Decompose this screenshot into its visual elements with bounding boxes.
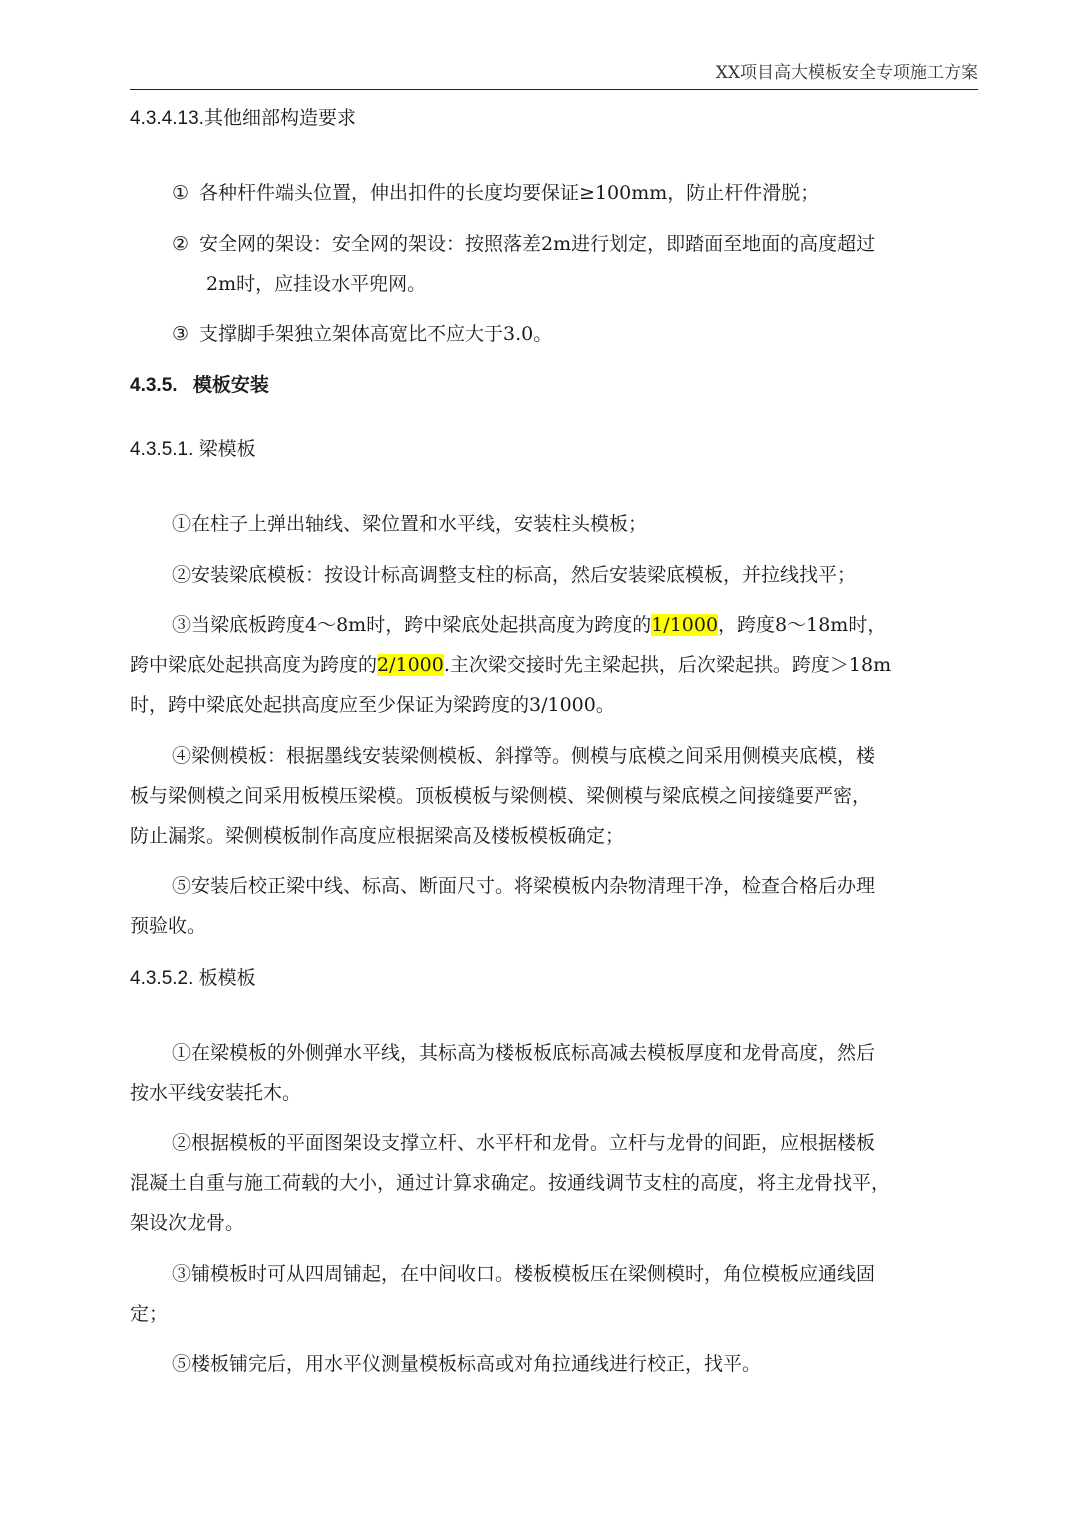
list-text: 支撑脚手架独立架体高宽比不应大于3.0。 xyxy=(199,323,553,345)
list-text-continuation: 2m时，应挂设水平兜网。 xyxy=(206,273,427,295)
list-item xyxy=(172,321,552,347)
text-run: ，跨度8～18m时， xyxy=(718,614,887,636)
subsection-heading: 4.3.5.2. 板模板 xyxy=(130,968,256,989)
list-number: ① xyxy=(172,182,190,204)
list-number: ③ xyxy=(172,323,190,345)
section-heading xyxy=(130,373,269,399)
header-title: XX项目高大模板安全专项施工方案 xyxy=(715,63,978,83)
paragraph xyxy=(172,612,886,638)
page-header xyxy=(130,58,978,90)
highlighted-value: 1/1000 xyxy=(651,614,719,636)
paragraph-line: 混凝土自重与施工荷载的大小，通过计算求确定。按通线调节支柱的高度，将主龙骨找平， xyxy=(130,1172,891,1194)
paragraph: ①在梁模板的外侧弹水平线，其标高为楼板板底标高减去模板厚度和龙骨高度，然后 xyxy=(172,1042,876,1064)
list-number: ② xyxy=(172,233,190,255)
paragraph-line: 架设次龙骨。 xyxy=(130,1212,245,1234)
paragraph-line: 定； xyxy=(130,1303,169,1325)
section-number: 4.3.5. xyxy=(130,375,178,396)
paragraph: ①在柱子上弹出轴线、梁位置和水平线，安装柱头模板； xyxy=(172,513,648,535)
paragraph-line: 按水平线安装托木。 xyxy=(130,1082,302,1104)
paragraph-line: 板与梁侧模之间采用板模压梁模。顶板模板与梁侧模、梁侧模与梁底模之间接缝要严密， xyxy=(130,785,872,807)
paragraph: ⑤安装后校正梁中线、标高、断面尺寸。将梁模板内杂物清理干净，检查合格后办理 xyxy=(172,875,876,897)
text-run: 跨中梁底处起拱高度为跨度的 xyxy=(130,654,378,676)
section-title: 模板安装 xyxy=(192,375,269,396)
text-run: .主次梁交接时先主梁起拱，后次梁起拱。跨度＞18m xyxy=(443,654,892,676)
paragraph-line: 预验收。 xyxy=(130,915,207,937)
paragraph: ②根据模板的平面图架设支撑立杆、水平杆和龙骨。立杆与龙骨的间距，应根据楼板 xyxy=(172,1132,876,1154)
paragraph: ③铺模板时可从四周铺起，在中间收口。楼板模板压在梁侧模时，角位模板应通线固 xyxy=(172,1263,876,1285)
paragraph: ⑤楼板铺完后，用水平仪测量模板标高或对角拉通线进行校正，找平。 xyxy=(172,1353,762,1375)
list-item xyxy=(172,231,875,257)
text-run: ③当梁底板跨度4～8m时，跨中梁底处起拱高度为跨度的 xyxy=(172,614,652,636)
highlighted-value: 2/1000 xyxy=(377,654,444,676)
list-item xyxy=(172,180,819,206)
paragraph: ②安装梁底模板：按设计标高调整支柱的标高，然后安装梁底模板，并拉线找平； xyxy=(172,564,857,586)
paragraph: ④梁侧模板：根据墨线安装梁侧模板、斜撑等。侧模与底模之间采用侧模夹底模，楼 xyxy=(172,745,876,767)
paragraph-line xyxy=(130,652,891,678)
subsection-heading: 4.3.4.13.其他细部构造要求 xyxy=(130,108,356,129)
paragraph-line: 防止漏浆。梁侧模板制作高度应根据梁高及楼板模板确定； xyxy=(130,825,625,847)
list-text: 各种杆件端头位置，伸出扣件的长度均要保证≥100mm，防止杆件滑脱； xyxy=(199,182,820,204)
subsection-heading: 4.3.5.1. 梁模板 xyxy=(130,439,256,460)
paragraph-line: 时，跨中梁底处起拱高度应至少保证为梁跨度的3/1000。 xyxy=(130,694,615,716)
list-text: 安全网的架设：安全网的架设：按照落差2m进行划定，即踏面至地面的高度超过 xyxy=(199,233,876,255)
